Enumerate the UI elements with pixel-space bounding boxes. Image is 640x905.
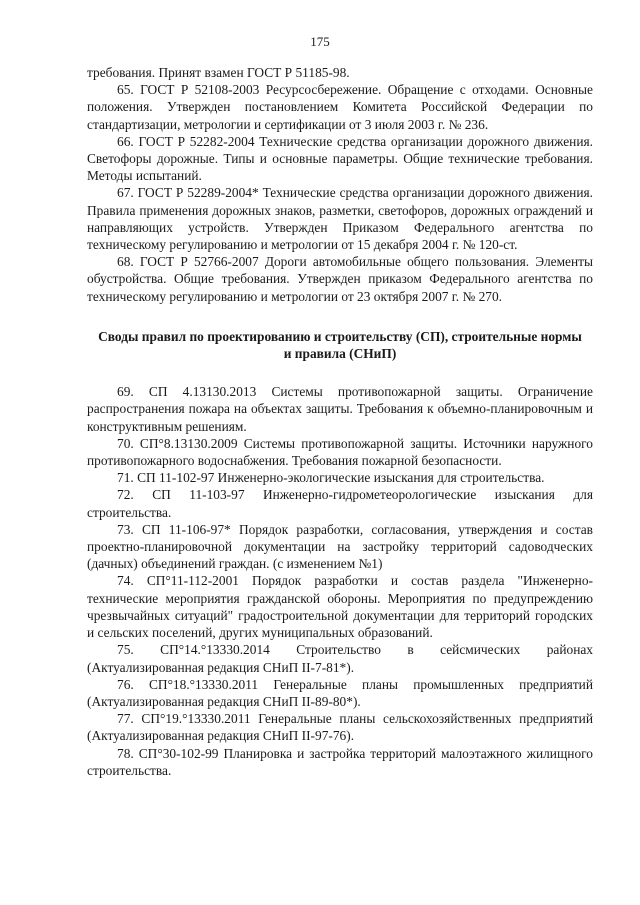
page-number: 175 [310, 34, 330, 49]
list-item-76: 76. СП°18.°13330.2011 Генеральные планы промышленных предприятий (Актуализированная редакция СНиП II-89-80*). [87, 676, 593, 709]
list-item-71: 71. СП 11-102-97 Инженерно-экологические изыскания для строительства. [117, 470, 545, 486]
list-item-67: 67. ГОСТ Р 52289-2004* Технические средства организации дорожного движения. Правила применения дорожных знаков, разметки, светофоров, дорожных ограждений и направляющих устройств. Утвержден Приказом Федерального агентства по техническому регулированию и метрологии от 15 декабря 2004 г. № 120-ст. [87, 185, 593, 253]
list-item-69: 69. СП 4.13130.2013 Системы противопожарной защиты. Ограничение распространения пожара на объектах защиты. Требования к объемно-планировочным и конструктивным решениям. [87, 384, 593, 434]
list-item-66: 66. ГОСТ Р 52282-2004 Технические средства организации дорожного движения. Светофоры дорожные. Типы и основные параметры. Общие технические требования. Методы испытаний. [87, 133, 593, 184]
paragraph-continuation: требования. Принят взамен ГОСТ Р 51185-98. [87, 65, 350, 80]
list-item-68: 68. ГОСТ Р 52766-2007 Дороги автомобильные общего пользования. Элементы обустройства. Общие требования. Утвержден приказом Федерального агентства по техническому регулированию и метрологии от 23 октября 2007 г. № 270. [87, 254, 593, 304]
list-item-78: 78. СП°30-102-99 Планировка и застройка территорий малоэтажного жилищного строительства. [87, 745, 593, 778]
list-item-72: 72. СП 11-103-97 Инженерно-гидрометеорологические изыскания для строительства. [87, 487, 593, 520]
list-item-75: 75. СП°14.°13330.2014 Строительство в сейсмических районах (Актуализированная редакция СНиП II-7-81*). [87, 642, 593, 675]
section-heading: Своды правил по проектированию и строительству (СП), строительные нормы и правила (СНиП) [98, 328, 582, 362]
list-item-74: 74. СП°11-112-2001 Порядок разработки и состав раздела "Инженерно-технические мероприятия гражданской обороны. Мероприятия по предупреждению чрезвычайных ситуаций" градостроительной документации для территорий городских и сельских поселений, других муниципальных образований. [87, 573, 593, 641]
list-item-73: 73. СП 11-106-97* Порядок разработки, согласования, утверждения и состав проектно-планировочной документации на застройку территорий садоводческих (дачных) объединений граждан. (с изменением №1) [87, 521, 593, 572]
list-item-77: 77. СП°19.°13330.2011 Генеральные планы сельскохозяйственных предприятий (Актуализированная редакция СНиП II-97-76). [87, 711, 593, 744]
document-body [87, 64, 593, 779]
list-item-70: 70. СП°8.13130.2009 Системы противопожарной защиты. Источники наружного противопожарного водоснабжения. Требования пожарной безопасности. [87, 435, 593, 469]
list-item-65: 65. ГОСТ Р 52108-2003 Ресурсосбережение. Обращение с отходами. Основные положения. Утвержден постановлением Комитета Российской Федерации по стандартизации, метрологии и сертификации от 3 июля 2003 г. № 236. [87, 82, 593, 132]
